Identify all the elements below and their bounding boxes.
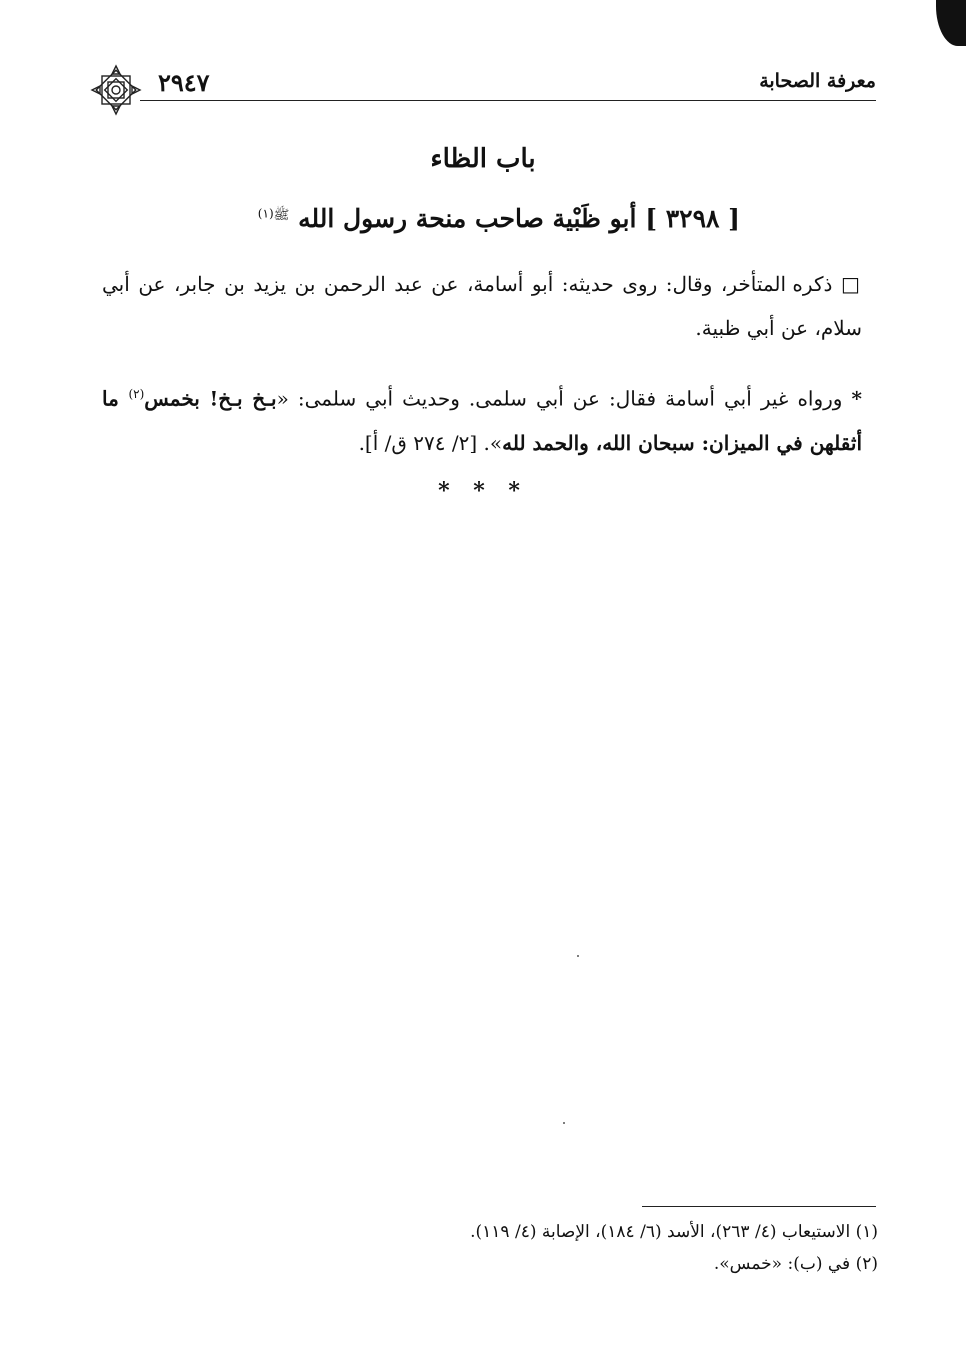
- entry-name: أبو ظَبْية صاحب منحة رسول الله: [298, 204, 637, 233]
- asterisk-marker: *: [851, 386, 862, 411]
- page-corner-mark: [936, 0, 966, 46]
- footnote-number: (١): [855, 1222, 878, 1242]
- paragraph-1-text: ذكره المتأخر، وقال: روى حديثه: أبو أسامة، عن عبد الرحمن بن يزيد بن جابر، عن أبي سلام، عن أبي ظبية.: [102, 272, 862, 340]
- footnote-text: الاستيعاب (٤/ ٢٦٣)، الأسد (٦/ ١٨٤)، الإصابة (٤/ ١١٩).: [470, 1222, 851, 1242]
- footnotes: [318, 1216, 878, 1280]
- hadith-text-b: ما أثقلهن في الميزان: سبحان الله، والحمد لله: [102, 386, 862, 455]
- footnote-number: (٢): [855, 1254, 878, 1274]
- paragraph-2-text-b: ». [٢/ ٢٧٤ ق/ أ].: [358, 430, 503, 455]
- footnote-rule: [642, 1206, 876, 1207]
- footnote-text: في (ب): «خمس».: [713, 1254, 851, 1274]
- book-title: معرفة الصحابة: [759, 70, 876, 92]
- paragraph-1: [102, 262, 862, 350]
- hadith-text-a: بـخ بـخ! بخمس: [144, 386, 277, 411]
- page-number: ٢٩٤٧: [158, 68, 210, 97]
- footnote-item: [318, 1248, 878, 1280]
- decorative-ornament-icon: [90, 64, 142, 116]
- header-rule: [140, 100, 876, 101]
- scan-speck: [577, 955, 579, 957]
- entry-number: [ ٣٢٩٨ ]: [645, 204, 740, 233]
- honorific-glyph: ﷺ: [273, 208, 290, 223]
- square-marker: □: [840, 272, 863, 296]
- paragraph-2-text-a: ورواه غير أبي أسامة فقال: عن أبي سلمى. وحديث أبي سلمى: «: [276, 386, 843, 411]
- footnote-ref-2: (٢): [128, 387, 145, 401]
- running-head: [84, 66, 876, 102]
- section-separator: * * *: [438, 478, 528, 504]
- entry-heading: [258, 204, 740, 233]
- footnote-ref-1: (١): [257, 206, 274, 221]
- section-title: باب الظاء: [430, 144, 536, 174]
- paragraph-2: [102, 372, 862, 465]
- scan-speck: [563, 1122, 565, 1124]
- footnote-item: [318, 1216, 878, 1248]
